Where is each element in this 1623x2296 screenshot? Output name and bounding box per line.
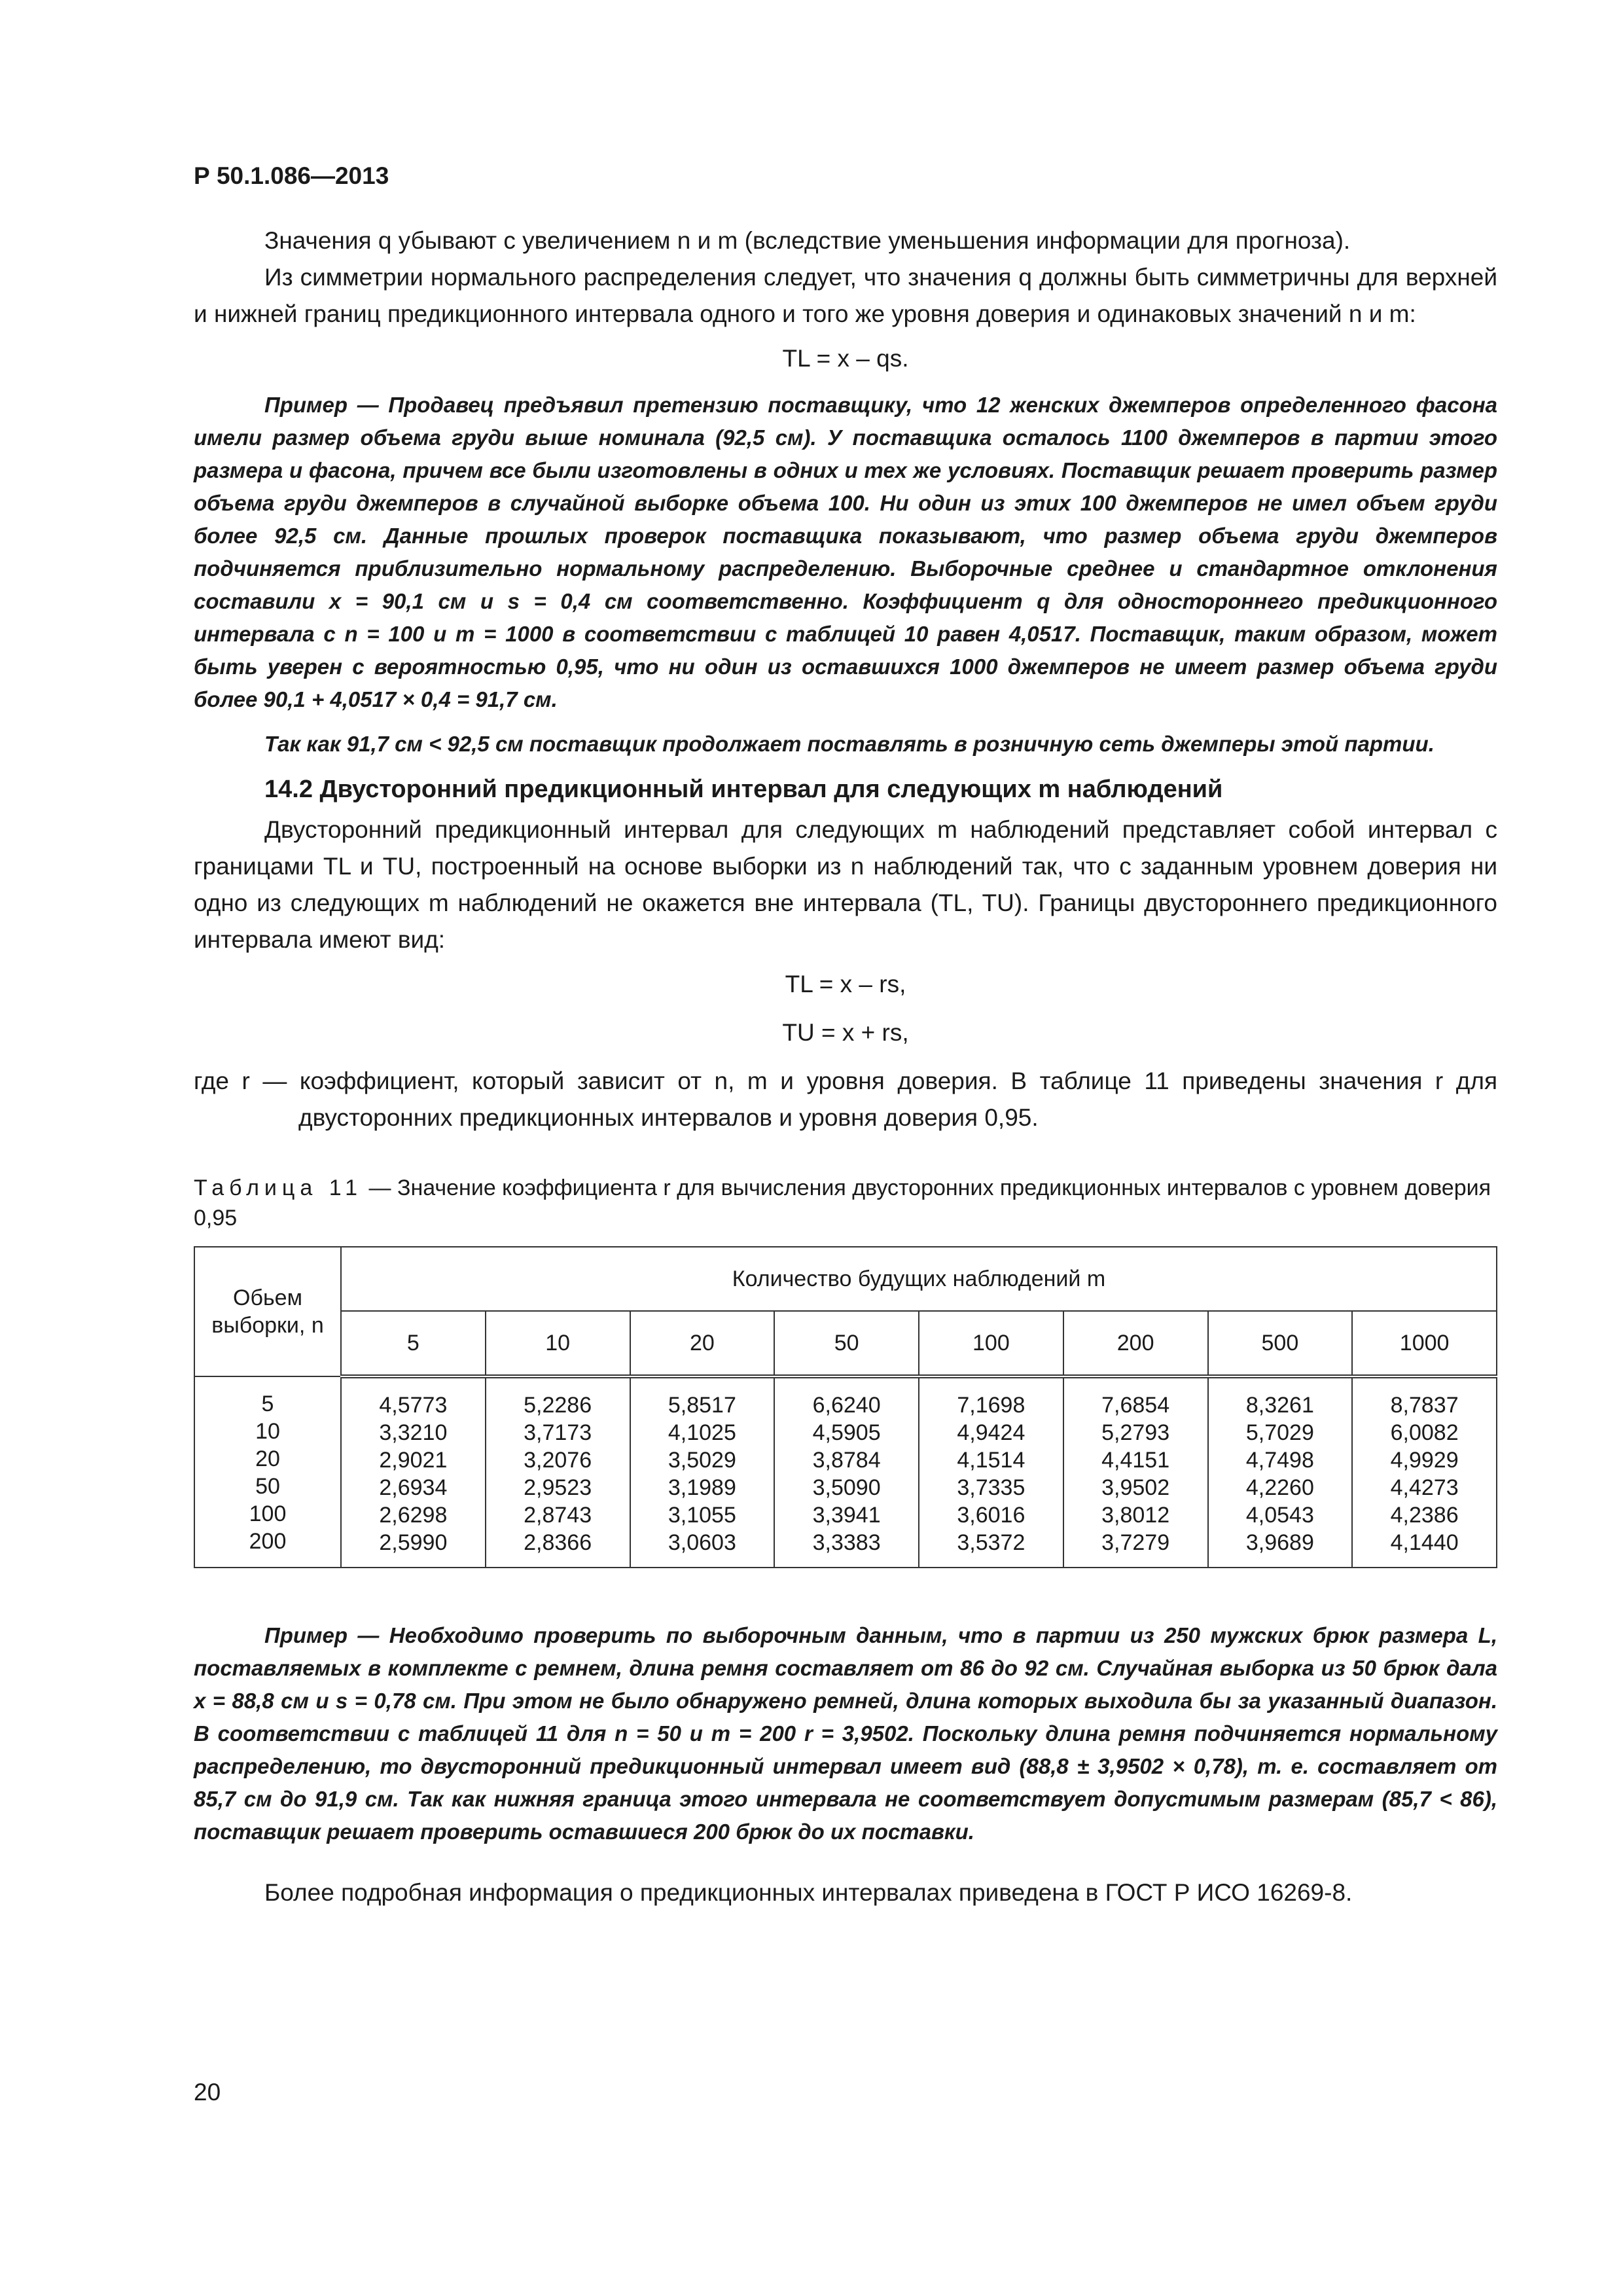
values-column xyxy=(1208,1376,1353,1568)
table-cell: 4,0543 xyxy=(1245,1503,1314,1528)
row-label-n: 5 xyxy=(261,1391,274,1416)
table-cell: 3,5029 xyxy=(668,1448,736,1473)
table-caption-text: — Значение коэффициента r для вычисления двусторонних предикционных интервалов с уровнем доверия 0,95 xyxy=(194,1175,1491,1230)
intro-paragraph-1: Значения q убывают с увеличением n и m (вследствие уменьшения информации для прогноза). xyxy=(264,227,1351,254)
table-cell: 4,4273 xyxy=(1390,1475,1459,1500)
table-cell: 4,9424 xyxy=(957,1420,1026,1445)
table-cell: 3,5090 xyxy=(812,1475,881,1500)
table-cell: 4,2386 xyxy=(1390,1503,1459,1528)
table-cell: 8,3261 xyxy=(1245,1393,1314,1418)
section-paragraph: Двусторонний предикционный интервал для следующих m наблюдений представляет собой интервал с границами TL и TU, построенный на основе выборки из n наблюдений так, что с заданным уровнем доверия ни одно из следующих m наблюдений не окажется вне интервала (TL, TU). Границы двустороннего предикционного интервала имеют вид: xyxy=(194,816,1497,953)
table-cell: 4,4151 xyxy=(1101,1448,1170,1473)
row-label-n: 20 xyxy=(255,1446,280,1471)
table-cell: 2,8366 xyxy=(524,1530,592,1555)
table-cell: 4,5905 xyxy=(812,1420,881,1445)
formula-explanation: где r — коэффициент, который зависит от n, m и уровня доверия. В таблице 11 приведены значения r для двусторонних предикционных интервалов и уровня доверия 0,95. xyxy=(194,1067,1497,1131)
column-header-m: 5 xyxy=(341,1311,486,1376)
row-labels-column xyxy=(194,1376,341,1568)
row-label-n: 100 xyxy=(249,1501,287,1526)
table-cell: 7,6854 xyxy=(1101,1393,1170,1418)
values-column xyxy=(774,1376,919,1568)
column-header-m: 50 xyxy=(774,1311,919,1376)
row-label-n: 10 xyxy=(255,1419,280,1444)
row-label-n: 50 xyxy=(255,1474,280,1499)
table-cell: 2,9523 xyxy=(524,1475,592,1500)
column-header-m: 200 xyxy=(1063,1311,1208,1376)
page-number: 20 xyxy=(194,2079,221,2106)
table-cell: 2,5990 xyxy=(379,1530,448,1555)
table-cell: 2,8743 xyxy=(524,1503,592,1528)
table-cell: 5,2286 xyxy=(524,1393,592,1418)
table-caption-label: Таблица 11 xyxy=(194,1175,363,1200)
document-code: Р 50.1.086—2013 xyxy=(194,162,389,189)
table-cell: 3,8784 xyxy=(812,1448,881,1473)
column-header-m: 20 xyxy=(630,1311,775,1376)
formula-lower-bound-q: TL = x – qs. xyxy=(782,345,909,372)
table-cell: 3,0603 xyxy=(668,1530,736,1555)
table-cell: 3,5372 xyxy=(957,1530,1026,1555)
table-cell: 4,5773 xyxy=(379,1393,448,1418)
example-2-text: Пример — Необходимо проверить по выборочным данным, что в партии из 250 мужских брюк размера L, поставляемых в комплекте с ремнем, длина ремня составляет от 86 до 92 см. Случайная выборка из 50 брюк дала x = 88,8 см и s = 0,78 см. При этом не было обнаружено ремней, длина которых выходила бы за указанный диапазон. В соответствии с таблицей 11 для n = 50 и m = 200 r = 3,9502. Поскольку длина ремня подчиняется нормальному распределению, то двусторонний предикционный интервал имеет вид (88,8 ± 3,9502 × 0,78), т. е. составляет от 85,7 см до 91,9 см. Так как нижняя граница этого интервала не соответствует допустимым размерам (85,7 < 86), поставщик решает проверить оставшиеся 200 брюк до их поставки. xyxy=(194,1623,1497,1844)
table-cell: 6,6240 xyxy=(812,1393,881,1418)
table-cell: 7,1698 xyxy=(957,1393,1026,1418)
column-header-m: 100 xyxy=(919,1311,1063,1376)
table-cell: 3,1055 xyxy=(668,1503,736,1528)
table-cell: 4,1025 xyxy=(668,1420,736,1445)
column-header-m: 500 xyxy=(1208,1311,1353,1376)
table-cell: 3,3210 xyxy=(379,1420,448,1445)
example-1-conclusion: Так как 91,7 см < 92,5 см поставщик продолжает поставлять в розничную сеть джемперы этой партии. xyxy=(264,732,1435,756)
table-cell: 4,1514 xyxy=(957,1448,1026,1473)
section-heading: 14.2 Двусторонний предикционный интервал для следующих m наблюдений xyxy=(264,776,1223,803)
table-cell: 6,0082 xyxy=(1390,1420,1459,1445)
table-cell: 4,2260 xyxy=(1245,1475,1314,1500)
table-cell: 4,9929 xyxy=(1390,1448,1459,1473)
column-header-m: 10 xyxy=(486,1311,630,1376)
table-cell: 3,1989 xyxy=(668,1475,736,1500)
table-cell: 3,7335 xyxy=(957,1475,1026,1500)
table-cell: 4,7498 xyxy=(1245,1448,1314,1473)
values-column xyxy=(486,1376,630,1568)
values-column xyxy=(341,1376,486,1568)
table-cell: 3,3941 xyxy=(812,1503,881,1528)
table-cell: 2,9021 xyxy=(379,1448,448,1473)
table-cell: 3,2076 xyxy=(524,1448,592,1473)
closing-paragraph: Более подробная информация о предикционных интервалах приведена в ГОСТ Р ИСО 16269-8. xyxy=(264,1879,1353,1906)
table-cell: 3,8012 xyxy=(1101,1503,1170,1528)
table-cell: 3,6016 xyxy=(957,1503,1026,1528)
table-cell: 3,9689 xyxy=(1245,1530,1314,1555)
future-observations-header: Количество будущих наблюдений m xyxy=(341,1247,1497,1311)
table-cell: 3,9502 xyxy=(1101,1475,1170,1500)
table-cell: 5,7029 xyxy=(1245,1420,1314,1445)
table-cell: 4,1440 xyxy=(1390,1530,1459,1555)
values-column xyxy=(1352,1376,1497,1568)
column-header-row xyxy=(194,1311,1497,1376)
table-cell: 2,6934 xyxy=(379,1475,448,1500)
row-label-n: 200 xyxy=(249,1529,287,1554)
column-header-m: 1000 xyxy=(1352,1311,1497,1376)
table-cell: 5,8517 xyxy=(668,1393,736,1418)
page-content xyxy=(194,223,1497,1911)
table-cell: 3,7173 xyxy=(524,1420,592,1445)
values-column xyxy=(919,1376,1063,1568)
table-cell: 8,7837 xyxy=(1390,1393,1459,1418)
example-1-text: Пример — Продавец предъявил претензию поставщику, что 12 женских джемперов определенного фасона имели размер объема груди выше номинала (92,5 см). У поставщика осталось 1100 джемперов в партии этого размера и фасона, причем все были изготовлены в одних и тех же условиях. Поставщик решает проверить размер объема груди джемперов в случайной выборке объема 100. Ни один из этих 100 джемперов не имел объем груди более 92,5 см. Данные прошлых проверок поставщика показывают, что размер объема груди джемперов подчиняется приблизительно нормальному распределению. Выборочные среднее и стандартное отклонения составили x = 90,1 см и s = 0,4 см соответственно. Коэффициент q для одностороннего предикционного интервала с n = 100 и m = 1000 в соответствии с таблицей 10 равен 4,0517. Поставщик, таким образом, может быть уверен с вероятностью 0,95, что ни один из оставшихся 1000 джемперов не имеет размер объема груди более 90,1 + 4,0517 × 0,4 = 91,7 см. xyxy=(194,393,1497,711)
coefficient-table xyxy=(194,1246,1497,1568)
table-cell: 3,7279 xyxy=(1101,1530,1170,1555)
table-cell: 3,3383 xyxy=(812,1530,881,1555)
table-cell: 5,2793 xyxy=(1101,1420,1170,1445)
table-cell: 2,6298 xyxy=(379,1503,448,1528)
table-body-row xyxy=(194,1376,1497,1568)
values-column xyxy=(1063,1376,1208,1568)
table-caption xyxy=(194,1173,1497,1233)
sample-size-header: Обьем выборки, n xyxy=(194,1247,341,1376)
formula-lower-bound-r: TL = x – rs, xyxy=(785,971,906,997)
formula-upper-bound-r: TU = x + rs, xyxy=(782,1019,909,1046)
intro-paragraph-2: Из симметрии нормального распределения следует, что значения q должны быть симметричны для верхней и нижней границ предикционного интервала одного и того же уровня доверия и одинаковых значений n и m: xyxy=(194,264,1497,327)
values-column xyxy=(630,1376,775,1568)
